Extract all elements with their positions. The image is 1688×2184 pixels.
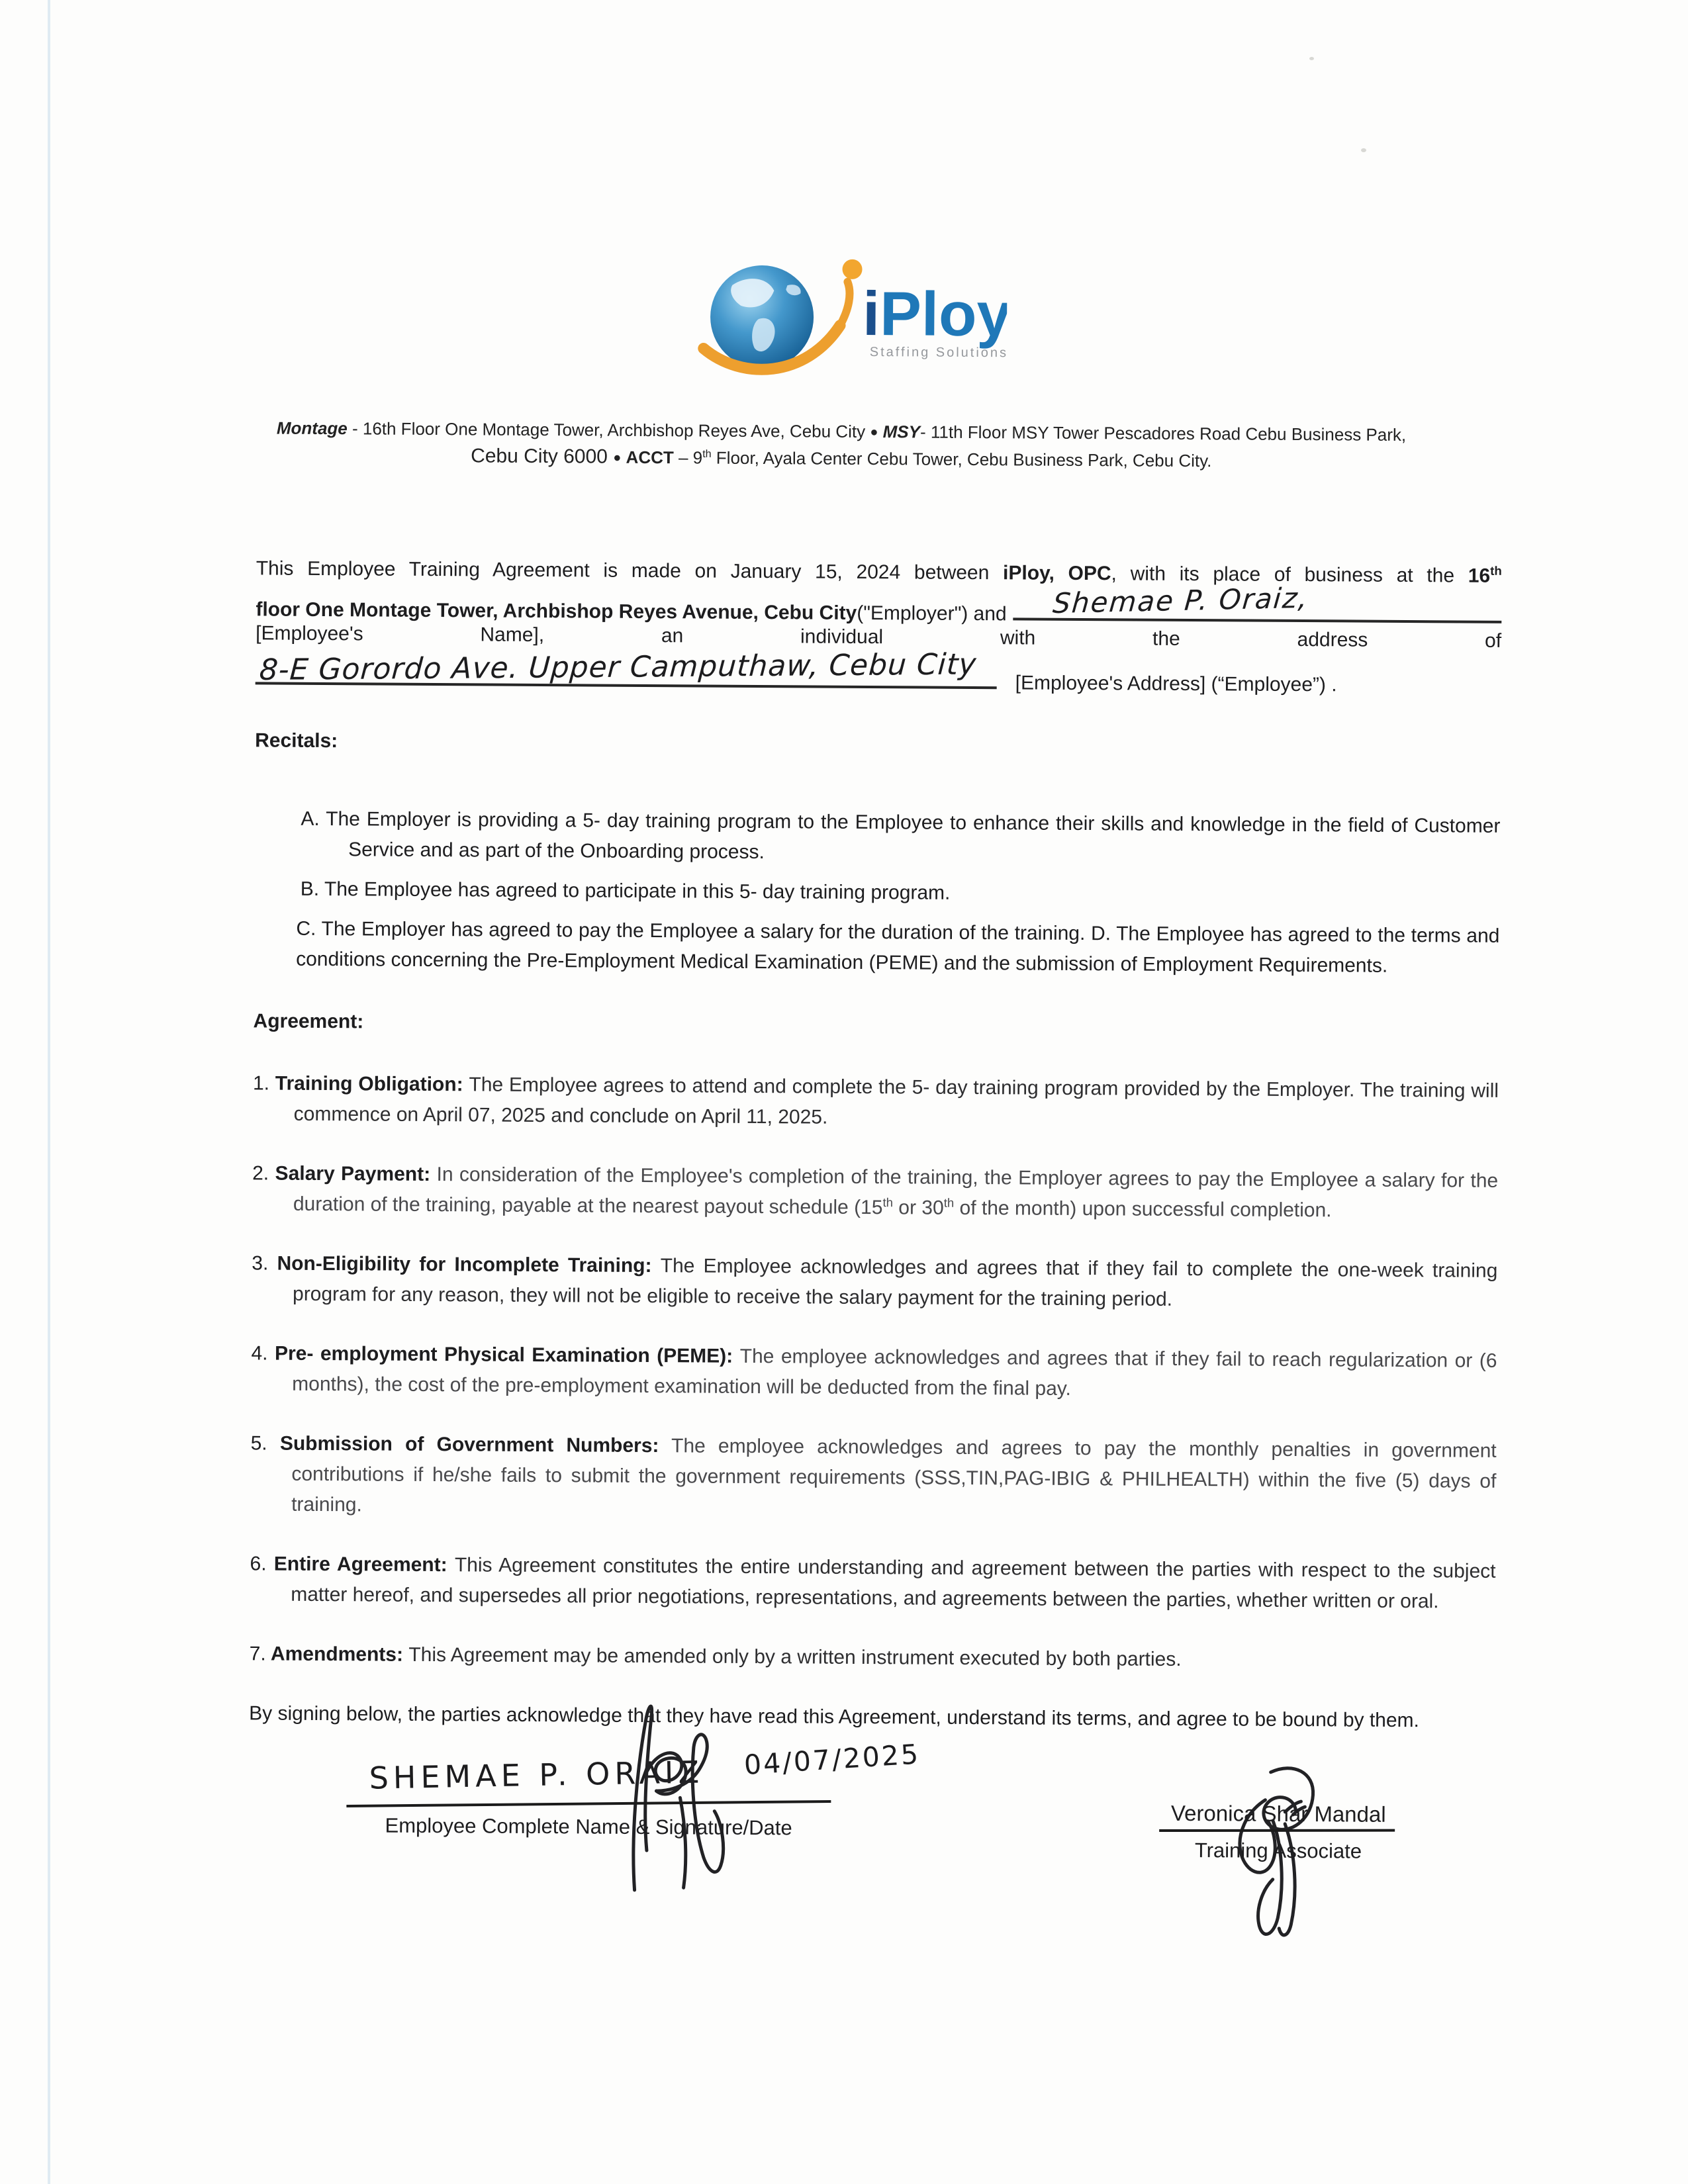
recital-item-c: C. The Employer has agreed to pay the Employee a salary for the duration of the training. D. The Employee has agreed to the terms and conditions concerning the Pre-Employment Medical Examination (PEME) and the submission of Employment Requirements. [296, 917, 1500, 977]
agreement-item-1: 1. Training Obligation: The Employee agrees to attend and complete the 5- day training program provided by the Employer. The training will commence on April 07, 2025 and conclude on April 11, 2025. [252, 1072, 1499, 1128]
handwritten-date: 04/07/2025 [743, 1738, 921, 1782]
office-addresses: Montage - 16th Floor One Montage Tower, Archbishop Reyes Ave, Cebu City ● MSY- 11th Floor MSY Tower Pescadores Road Cebu Business Park, Cebu City 6000 ● ACCT – 9th Floor, Ayala Center Cebu Tower, Cebu Business Park, Cebu City. [276, 418, 1407, 471]
employee-name-blank [1013, 581, 1502, 623]
office-montage-label: Montage [276, 418, 348, 439]
intro-line-4: 8-E Gorordo Ave. Upper Camputhaw, Cebu City [Employee's Address] (“Employee”) . [256, 653, 1501, 698]
trainer-signature-line [1159, 1829, 1395, 1832]
recital-item-a: A. The Employer is providing a 5- day training program to the Employee to enhance their skills and knowledge in the field of Customer Service and as part of the Onboarding process. [301, 807, 1501, 864]
bullet-icon: ● [613, 450, 622, 465]
intro-line-1: This Employee Training Agreement is made on January 15, 2024 between iPloy, OPC, with its place of business at the 16th [256, 557, 1502, 587]
intro-line-2: floor One Montage Tower, Archbishop Reyes Avenue, Cebu City ("Employer") and Shemae P. Oraiz, [256, 584, 1501, 625]
agreement-item-7: 7. Amendments: This Agreement may be amended only by a written instrument executed by both parties. [249, 1643, 1182, 1670]
trainer-title: Training Associate [1194, 1839, 1362, 1863]
agreement-body [248, 553, 1502, 1976]
agreement-item-5: 5. Submission of Government Numbers: The employee acknowledges and agrees to pay the monthly penalties in government contributions if he/she fails to submit the government requirements (SSS,TIN,PAG-IBIG & PHILHEALTH) within the five (5) days of training. [250, 1432, 1497, 1516]
agreement-item-4: 4. Pre- employment Physical Examination (PEME): The employee acknowledges and agrees that if they fail to reach regularization or (6 months), the cost of the pre-employment examination will be deducted from the final pay. [251, 1342, 1497, 1400]
agreement-item-3: 3. Non-Eligibility for Incomplete Training: The Employee acknowledges and agrees that if they fail to complete the one-week training program for any reason, they will not be eligible to receive the salary payment for the training period. [252, 1252, 1498, 1310]
recitals-heading: Recitals: [255, 729, 338, 752]
trainer-name: Veronica Shar Mandal [1170, 1800, 1386, 1827]
globe-icon [710, 265, 814, 369]
intro-paragraph [256, 553, 1502, 698]
bullet-icon: ● [870, 425, 878, 440]
handwritten-employee-address: 8-E Gorordo Ave. Upper Camputhaw, Cebu City [258, 647, 978, 687]
company-logo [677, 250, 1007, 385]
agreement-item-6: 6. Entire Agreement: This Agreement constitutes the entire understanding and agreement between the parties with respect to the subject matter hereof, and supersedes all prior negotiations, representations, and agreements between the parties, whether written or oral. [250, 1553, 1496, 1613]
office-acct-label: ACCT [626, 447, 674, 468]
handwritten-employee-name: Shemae P. Oraiz, [1051, 581, 1311, 620]
signature-section [248, 1730, 1495, 1976]
intro-line-3: [Employee's Name], an individual with the address of [256, 622, 1502, 652]
iploy-logo-graphic [696, 250, 1008, 381]
closing-statement: By signing below, the parties acknowledge that they have read this Agreement, understand its terms, and agree to be bound by them. [249, 1702, 1420, 1732]
employee-address-blank [256, 647, 997, 689]
agreement-list [250, 1068, 1499, 1676]
brand-tagline: Staffing Solutions [869, 345, 1008, 361]
recitals-list [254, 803, 1501, 981]
brand-text: iPloy [862, 278, 1008, 349]
employee-signature-label: Employee Complete Name & Signature/Date [385, 1813, 792, 1840]
office-msy-label: MSY [882, 422, 921, 442]
handwritten-signatory-name: SHEMAE P. ORAIZ [369, 1754, 704, 1796]
recital-item-b: B. The Employee has agreed to participate in this 5- day training program. [300, 878, 951, 904]
agreement-heading: Agreement: [253, 1010, 364, 1033]
employee-signature-line [346, 1800, 831, 1807]
employee-signature-icon [616, 1692, 749, 1904]
agreement-item-2: 2. Salary Payment: In consideration of the Employee's completion of the training, the Employer agrees to pay the Employee a salary for the duration of the training, payable at the nearest payout schedule (15th or 30th of the month) upon successful completion. [252, 1162, 1499, 1222]
